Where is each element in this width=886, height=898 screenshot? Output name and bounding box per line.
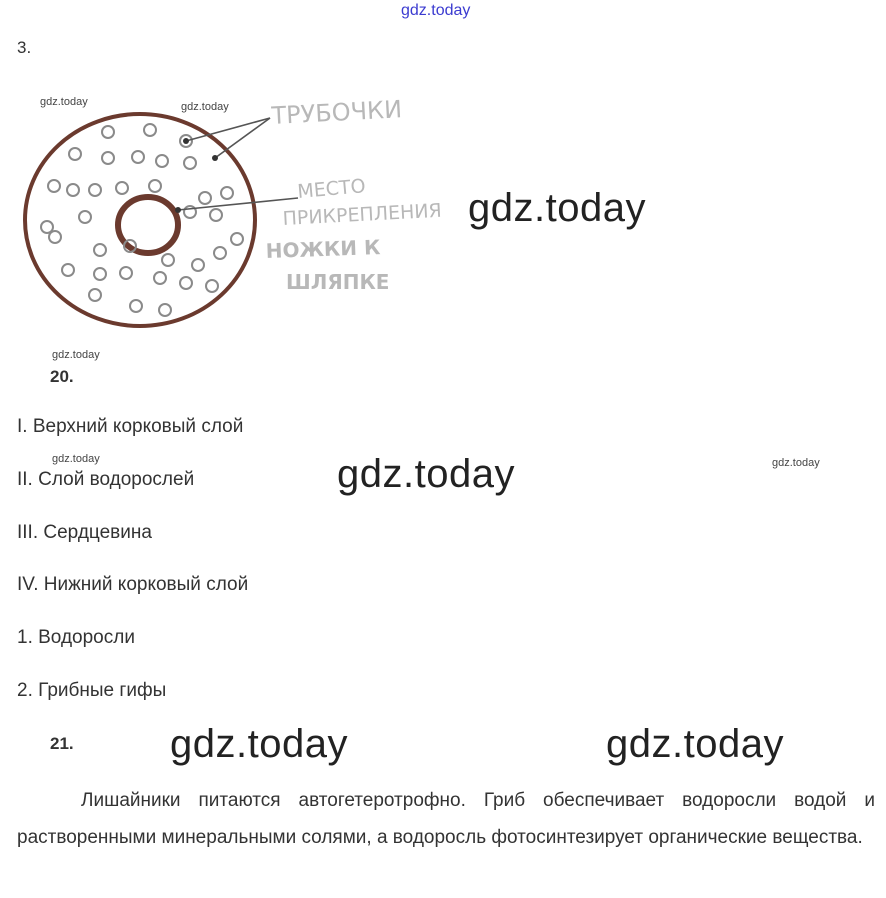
item-number: 3.: [17, 38, 32, 57]
watermark-big: gdz.today: [468, 186, 646, 230]
watermark-small: gdz.today: [40, 96, 88, 108]
watermark-big: gdz.today: [337, 452, 515, 496]
mushroom-cap-drawing: [0, 90, 480, 340]
label-attachment-line1: МЕСТО: [296, 175, 367, 203]
label-attachment-line4: ШЛЯПКЕ: [286, 270, 390, 294]
list-item: III. Сердцевина: [17, 522, 152, 543]
watermark-small: gdz.today: [772, 457, 820, 469]
list-item: II. Слой водорослей: [17, 469, 195, 490]
list-item: I. Верхний корковый слой: [17, 416, 244, 437]
watermark-small: gdz.today: [181, 101, 229, 113]
label-attachment-line2: ПРИКРЕПЛЕНИЯ: [282, 199, 443, 230]
section-20-number: 20.: [50, 367, 74, 386]
list-item: 1. Водоросли: [17, 627, 135, 648]
label-tubes: ТРУБОЧКИ: [270, 95, 403, 130]
list-item: IV. Нижний корковый слой: [17, 574, 249, 595]
watermark-big: gdz.today: [170, 722, 348, 766]
watermark-small: gdz.today: [52, 453, 100, 465]
label-attachment-line3: НОЖКИ К: [265, 235, 381, 263]
list-item: 2. Грибные гифы: [17, 680, 167, 701]
watermark-big: gdz.today: [606, 722, 784, 766]
section-21-number: 21.: [50, 734, 74, 753]
watermark-small: gdz.today: [52, 349, 100, 361]
section-21-text: Лишайники питаются автогетеротрофно. Гриб обеспечивает водоросли водой и растворенными минеральными солями, а водоросль фотосинтезирует органические вещества.: [17, 790, 875, 848]
watermark-top: gdz.today: [401, 2, 471, 19]
